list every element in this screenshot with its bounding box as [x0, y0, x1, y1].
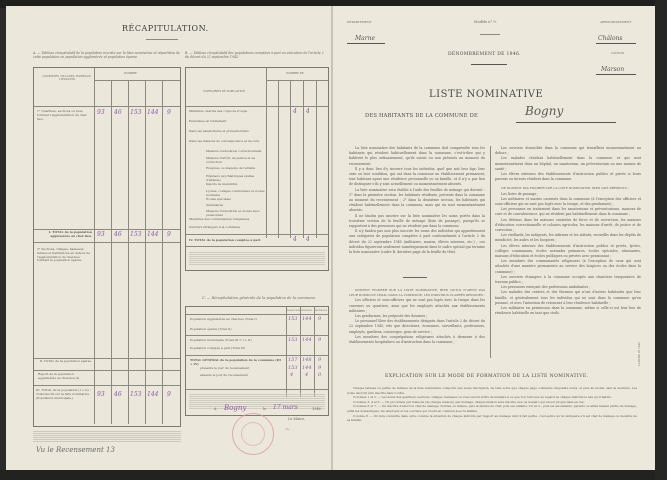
table-b-header-col: CATÉGORIES DE POPULATION	[202, 90, 246, 93]
cell: 144	[302, 337, 312, 343]
table-b	[185, 67, 329, 271]
cell: 4	[306, 236, 310, 243]
paragraph: Colonnes 3, 4 et 5. — On procèdera par maisons (de chaque maison), par ménage, chaque maison sera inscrite avec le numéro qui lui est propre dans sa rue.	[353, 399, 585, 404]
cell: 153	[130, 109, 142, 116]
place-prefix: A	[214, 407, 217, 411]
rule	[186, 355, 328, 356]
list-item: Les personnes exerçant des professions ambulantes ;	[501, 285, 591, 290]
rule	[186, 234, 328, 235]
mayor-label: Le Maire,	[288, 417, 306, 421]
cell: 9	[318, 357, 322, 363]
row-label: Militaires, marins des corps de troupe	[189, 109, 248, 113]
row-label: 2° Sections, villages, hameaux, fermes et habitations en dehors de l'agglomération du chef-lieu formant la population éparse.	[37, 247, 91, 263]
departement-value: Marne	[355, 35, 376, 42]
cell: 9	[167, 109, 171, 116]
must-count-heading: DOIVENT FIGURER SUR LA LISTE NOMINATIVE, BIEN QU'ILS N'AIENT PAS LEUR DOMICILE LÉGAL DANS LA COMMUNE, LES INDIVIDUS CI-APRÈS DÉSIGNÉS :	[349, 288, 485, 298]
intro-text	[349, 146, 485, 255]
cell: 153	[130, 391, 142, 398]
row-label: Maisons d'éducation et écoles avec pensionnat	[206, 209, 260, 217]
rule	[596, 74, 636, 75]
paragraph: Colonne 8. — On fera connaître dans cette colonne la situation de chaque individu par rapport au ménage dont il fait partie, c'est-à-dire qu'on indiquera s'il est chef de ménage ou membre de sa famille.	[347, 413, 637, 423]
right-column-text	[495, 146, 641, 317]
row-label: présents le jour du recensement	[200, 366, 250, 370]
rule	[94, 80, 180, 81]
cell: 144	[302, 316, 312, 322]
arrondissement-value: Châlons	[598, 35, 623, 42]
arrondissement-label: ARRONDISSEMENT	[600, 20, 632, 24]
year-value: 1946	[312, 407, 321, 411]
cell: 4	[305, 372, 309, 378]
list-item: Les ouvriers domiciliés dans la commune qui travaillent momentanément au dehors ;	[495, 146, 641, 156]
census-title: DÉNOMBREMENT DE 1946.	[448, 52, 521, 57]
row-label: III. TOTAL de la population (I + II) : Total inscrit sur la liste nominative. (Population municipale.)	[36, 388, 91, 400]
cell: 4	[290, 372, 294, 378]
list-item: Les officiers et sous-officiers qui ne sont pas logés avec la troupe dans les casernes ou quartiers, ainsi que les employés attachés aux établissements militaires ;	[349, 298, 485, 313]
official-stamp	[232, 413, 274, 455]
rule	[186, 314, 328, 315]
list-item: Les élèves externes des établissements d'instruction publics et privés si leurs parents ou tuteurs résident dans la commune.	[495, 172, 641, 182]
rule	[34, 106, 180, 107]
row-label: Lycées, collèges communaux et écoles normales	[206, 189, 265, 197]
row-label: Maisons d'arrêt, de justice et de correction	[206, 156, 256, 164]
main-title: LISTE NOMINATIVE	[429, 89, 544, 100]
row-label: 1° Quartiers, sections ou rues formant l'agglomération du chef-lieu.	[37, 109, 88, 121]
row-label: TOTAL GÉNÉRAL de la population de la commune (III + IV)	[190, 358, 281, 366]
row-label: absents le jour du recensement	[200, 373, 248, 377]
must-count-block	[349, 288, 485, 345]
cell: 9	[318, 365, 322, 371]
rule	[596, 43, 636, 44]
row-label: Séminaires	[206, 203, 224, 207]
rule	[162, 80, 163, 424]
cell: 153	[288, 337, 298, 343]
paragraph: La liste nominative des habitants de la commune doit comprendre tous les habitants qui résident habituellement dans la commune, c'est-à-dire qui y habitent le plus ordinairement, qu'ils soient ou non présents au moment du recensement.	[349, 146, 485, 166]
cell: 46	[114, 391, 122, 398]
list-item: Les personnes en traitement dans les sanatoriums et préventoriums, maisons de cure et de convalescence, qui ne résident pas habituellement dans la commune ;	[495, 207, 641, 217]
list-item: Les détenus dans les maisons centrales de force et de correction, les maisons d'éducation correctionnelle et colonies agricoles, les maisons d'arrêt, de justice et de correction ;	[495, 217, 641, 233]
rule	[34, 242, 180, 243]
cell: 4	[293, 236, 297, 243]
cell: 148	[302, 357, 312, 363]
list-item: Les membres des congrégations religieuses attachés à demeure à des établissements hospitaliers ou d'instruction dans la commune ;	[349, 334, 485, 345]
cell: 9	[167, 391, 171, 398]
cell: 46	[114, 231, 122, 238]
table-b-header-group: NOMBRE DE	[286, 72, 304, 75]
footnote-b	[189, 251, 325, 265]
scan-frame-bottom	[0, 470, 667, 480]
row-label: Report de la population agglomérée au chef-lieu (I).	[38, 372, 81, 380]
cell: 153	[288, 365, 298, 371]
cell: 144	[302, 365, 312, 371]
list-item: Le personnel libre des établissements désignés dans l'article 2 du décret du 22 septembre 1945, tels que directeurs, économes, surveillants, professeurs, employés, gardiens, concierges, gens de service ;	[349, 319, 485, 334]
printer-mark: LA ROSE 25 1946	[638, 342, 641, 366]
model-label: Modèle n° 9.	[474, 20, 497, 24]
row-label: Membres des communautés religieuses	[189, 217, 250, 221]
rule	[34, 385, 180, 386]
rule	[286, 307, 287, 397]
cell: 157	[288, 357, 298, 363]
cell: 153	[288, 316, 298, 322]
rule	[471, 64, 507, 65]
rule	[316, 80, 317, 238]
rule	[186, 246, 328, 247]
date-value: 17 mars	[273, 404, 298, 411]
paragraph: La liste nominative sera établie à l'aide des feuilles de ménage qui doivent : 1° dans la première section, les habitants résidents, présents dans la commune au moment du recensement ; 2° dans la deuxième section, les habitants qui résident habituellement dans la commune, mais qui en sont momentanément absents.	[349, 187, 485, 213]
table-a	[33, 67, 181, 427]
table-a-header-col: QUARTIERS, VILLAGES, HAMEAUX, LIEUX-DITS	[42, 75, 92, 82]
row-label: Hospices ou maisons de retraite	[206, 166, 256, 170]
canton-value: Marson	[601, 66, 625, 73]
date-prefix: le	[263, 407, 267, 411]
canton-label: CANTON	[611, 51, 625, 55]
rule	[266, 80, 328, 81]
cell: 144	[147, 391, 159, 398]
cell: 9	[318, 337, 322, 343]
cell: 9	[318, 316, 322, 322]
rule	[347, 43, 385, 44]
section-b-heading: B. — Tableau récapitulatif des populations comptées à part en exécution de l'article 2 du décret du 22 septembre 1945.	[185, 51, 324, 59]
mayor-signature: ~	[285, 426, 291, 433]
row-label: Population municipale (Total III = I + II)	[190, 338, 252, 342]
list-item: Les gendarmes, les préposés des douanes ;	[355, 314, 428, 319]
departement-label: DÉPARTEMENT	[347, 20, 372, 24]
cell: 9	[167, 231, 171, 238]
paragraph: Chaque tableau ou partie de tableau de la liste nominative comporte une seule inscription, de telle sorte que chaque page contienne cinquante noms, et plus au moins, sauf la dernière. Les noms devront être inscrits dans l'ordre.	[347, 386, 637, 395]
row-label: II. TOTAL de la population éparse.	[39, 359, 92, 363]
rule	[403, 277, 427, 278]
margin-note: Vu le Recensement 13	[36, 446, 115, 454]
row-label: Hôpitaux psychiatriques (Asiles d'aliénés)	[206, 174, 255, 182]
rule	[186, 335, 328, 336]
paragraph: Colonnes 6 et 7. — On inscrira d'abord le chef de ménage, homme ou femme, puis la femme du chef, puis ses enfants, s'il en a ; puis les ascendants, parents ou alliés faisant partie du ménage, enfin les domestiques, les employés et les ouvriers qui vivent en commun avec la famille.	[347, 404, 637, 413]
row-label: Population comptée à part (Total IV)	[190, 346, 246, 350]
cell: 0	[318, 372, 322, 378]
paragraph: Il ne faudra pas inscrire sur la liste nominative les noms portés dans la troisième section de la feuille de ménage (liste de passage), puisqu'ils se rapportent à des personnes qui ne résident pas dans la commune.	[349, 213, 485, 229]
row-label: Ouvriers étrangers à la commune	[189, 225, 241, 229]
paragraph: Colonnes 1 et 2. — Les noms des quartiers, sections, villages, hameaux ou rues seront écrits de manière à ce que l'on retrouve au regard de chaque individu le lieu qu'il habite.	[353, 395, 612, 400]
scan-frame-right	[655, 0, 667, 480]
cell: 4	[306, 108, 310, 115]
cell: 144	[147, 231, 159, 238]
list-item: Les listes de passage ;	[501, 191, 539, 196]
title-rule	[146, 39, 178, 40]
rule	[314, 307, 315, 397]
left-page	[6, 6, 332, 470]
row-label: Population éparse (Total II)	[190, 327, 232, 331]
right-page	[333, 6, 655, 470]
col-header: MASCULIN	[287, 309, 301, 312]
cell: 46	[114, 109, 122, 116]
row-label: Personnes en traitement	[189, 119, 227, 123]
rule	[34, 370, 180, 371]
list-item: Les vieillards, les indigents, les infirmes et les aliénés, recueillis dans les dépôts de mendicité, les asiles et les hospices ;	[495, 233, 641, 243]
commune-value: Bogny	[525, 104, 564, 118]
rule	[516, 122, 616, 123]
list-item: Les malades des centres et des thermes qui n'ont d'autres habitudes que leur famille, et généralement tous les individus qui ne sont dans la commune qu'en passant, et avec l'intention de retourner à leur résidence habituelle ;	[495, 290, 641, 305]
cell: 93	[97, 231, 105, 238]
list-item: Les malades résidant habituellement dans la commune et qui sont momentanément dans un hôpital, un sanatorium, un préventorium ou une maison de santé ;	[495, 156, 641, 171]
row-label: Population agglomérée au chef-lieu (Total I)	[190, 317, 257, 321]
row-label: I. TOTAL de la population agglomérée au chef-lieu.	[48, 230, 92, 238]
col-header: FÉMININ	[301, 309, 312, 312]
recap-title: RÉCAPITULATION.	[122, 24, 209, 33]
explanation-title: EXPLICATION SUR LE MODE DE FORMATION DE LA LISTE NOMINATIVE.	[385, 374, 589, 379]
col-header: MÉNAGES	[315, 309, 328, 312]
place-value: Bogny	[224, 404, 247, 412]
column-divider	[490, 146, 491, 358]
rule	[111, 80, 112, 424]
list-item: Les ouvriers étrangers à la commune occupés aux chantiers temporaires de travaux publics ;	[495, 274, 641, 285]
footnote-c	[189, 393, 325, 409]
table-c	[185, 306, 329, 416]
rule	[278, 80, 279, 238]
row-label: Dépôts de mendicité	[206, 182, 238, 186]
section-c-heading: C. — Récapitulation générale de la population de la commune.	[202, 296, 316, 300]
explanation-text	[347, 386, 637, 423]
rule	[290, 80, 291, 238]
rule	[480, 34, 500, 35]
paragraph: Il n'y faudra pas non plus inscrire les noms des individus qui appartiennent aux catégories de population comptées à part conformément à l'article 2 du décret du 22 septembre 1945 (militaires, marins, élèves internes, etc.) ; ces individus figureront seulement numériquement dans le cadre spécial qui termine la liste nominative (cadre B, dernière page de la feuille de tête).	[349, 229, 485, 255]
cell: 93	[97, 391, 105, 398]
row-label: Dans les maisons de convalescence et de cure	[189, 139, 260, 143]
rule	[186, 389, 328, 390]
list-item: Les militaires en permission dans la commune, même si celle-ci est leur lieu de résidence habituelle en tant que civils.	[495, 306, 641, 316]
paragraph: Il y a donc lieu d'y inscrire tous les individus, quel que soit leur âge, leur sexe ou leur condition, qui ont dans la commune un établissement permanent, tout habitant ayant une résidence personnelle ou sa famille, et il n'y a pas lieu de distinguer s'ils y sont actuellement ou momentanément absents.	[349, 166, 485, 187]
row-label: IV. TOTAL de la population comptée à part	[189, 238, 261, 242]
list-item: Les membres des communautés religieuses (à l'exception de ceux qui sont attachés d'une manière permanente au service des hospices ou des écoles dans la commune) ;	[495, 259, 641, 274]
rule	[145, 80, 146, 424]
row-label: Maisons d'éducation correctionnelle	[206, 149, 262, 153]
list-item: Les élèves internes des établissements d'instruction publics et privés, lycées, collèges communaux, écoles normales primaires, écoles spéciales, séminaires, maisons d'éducation et écoles publiques ou privées avec pensionnat ;	[495, 243, 641, 259]
cell: 153	[130, 231, 142, 238]
list-item: Les militaires et marins casernés dans la commune (à l'exception des officiers et sous-officiers qui ne sont pas logés avec la troupe, et des gendarmes) ;	[495, 196, 641, 207]
rule	[186, 106, 328, 107]
rule	[266, 68, 267, 238]
cell: 4	[293, 108, 297, 115]
section-a-heading: A. — Tableau récapitulatif de la population inscrite sur la liste nominative et répartition de cette population en population agglomérée et population éparse.	[33, 51, 181, 59]
subtitle-prefix: DES HABITANTS DE LA COMMUNE DE	[365, 113, 478, 119]
table-a-header-group: NOMBRE	[124, 72, 137, 75]
rule	[300, 307, 301, 397]
footnote-a	[33, 430, 181, 442]
row-label: Dans les sanatoriums et préventoriums	[189, 129, 249, 133]
rule	[128, 80, 129, 424]
not-count-heading: NE DOIVENT PAS FIGURER SUR LA LISTE NOMINATIVE, BIEN QUE PRÉSENTS :	[501, 186, 629, 191]
row-label: Écoles spéciales	[206, 197, 231, 201]
cell: 93	[97, 109, 105, 116]
cell: 144	[147, 109, 159, 116]
rule	[303, 80, 304, 238]
